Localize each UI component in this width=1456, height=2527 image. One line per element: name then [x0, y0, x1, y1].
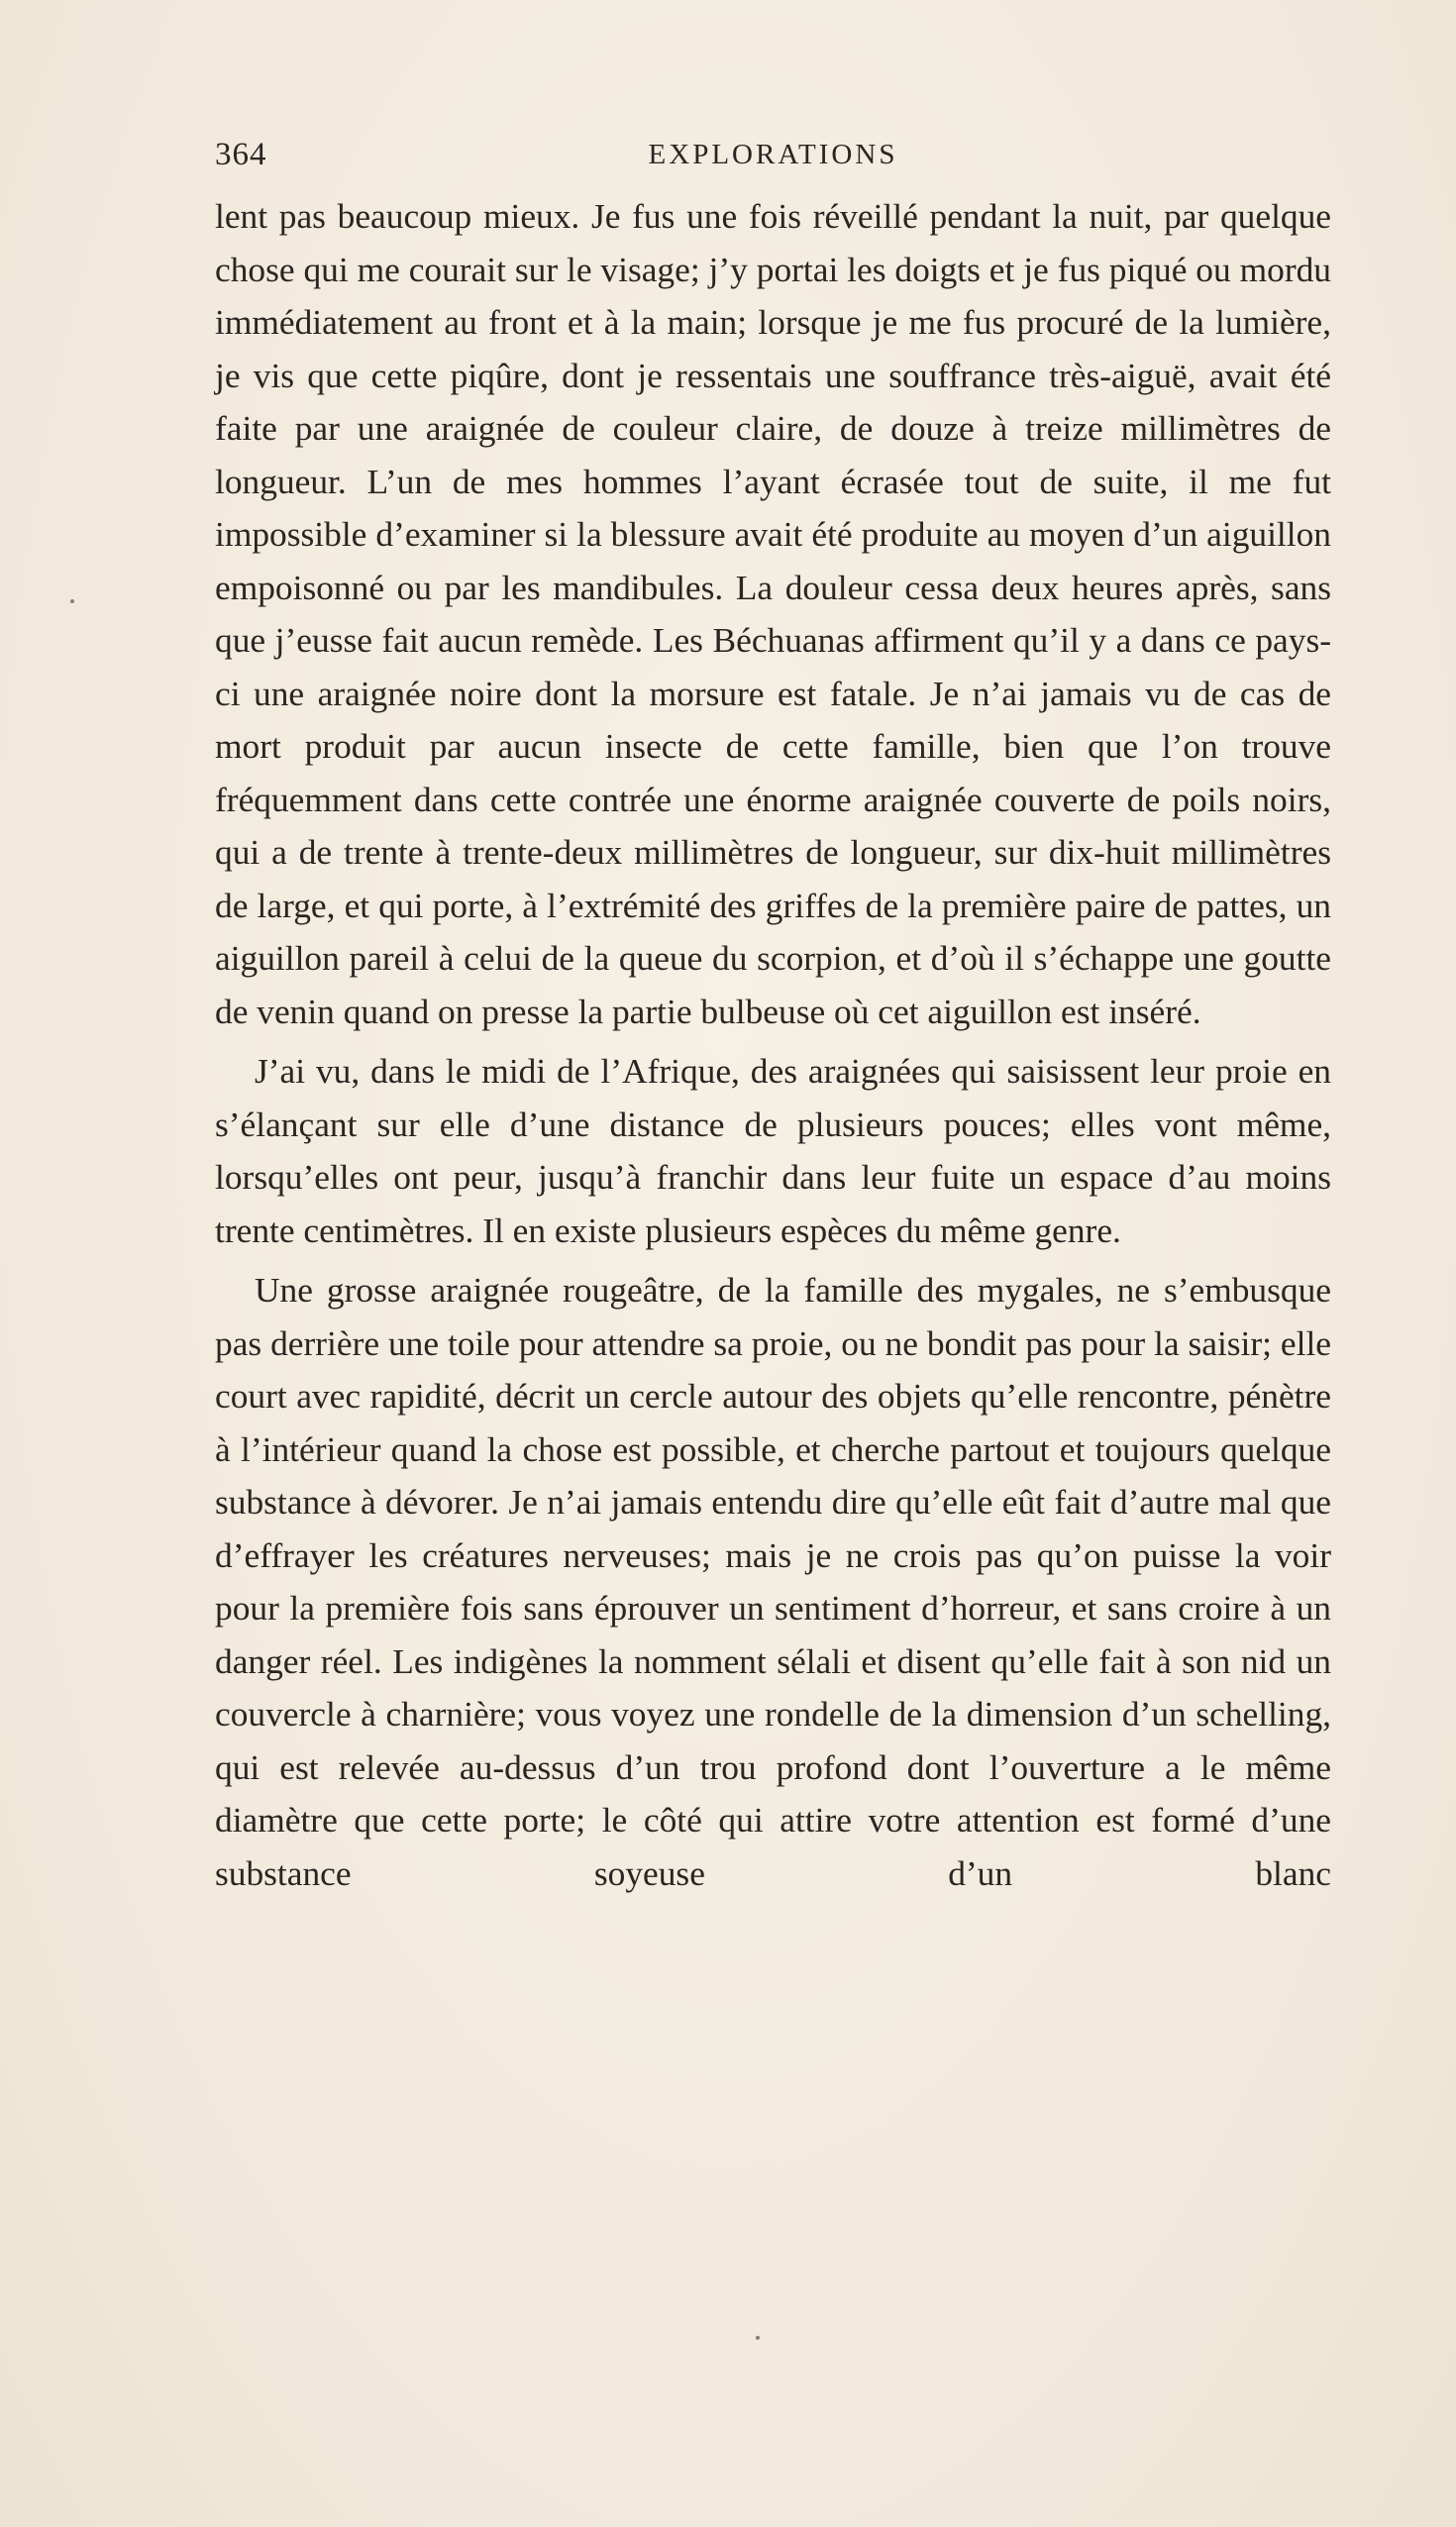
page-number: 364 — [215, 137, 267, 172]
paragraph-3: Une grosse araignée rougeâtre, de la famille des mygales, ne s’embusque pas derrière une toile pour attendre sa proie, ou ne bondit pas pour la saisir; elle court avec rapidité, décrit un cercle autour des objets qu’elle rencontre, pénètre à l’intérieur quand la chose est possible, et cherche partout et toujours quelque substance à dévorer. Je n’ai jamais entendu dire qu’elle eût fait d’autre mal que d’effrayer les créatures nerveuses; mais je ne crois pas qu’on puisse la voir pour la première fois sans éprouver un sentiment d’horreur, et sans croire à un danger réel. Les indigènes la nomment sélali et disent qu’elle fait à son nid un couvercle à charnière; vous voyez une rondelle de la dimension d’un schelling, qui est relevée au-dessus d’un trou profond dont l’ouverture a le même diamètre que cette porte; le côté qui attire votre attention est formé d’une substance soyeuse d’un blanc — [215, 1270, 1331, 1893]
page-header — [215, 137, 1331, 186]
paragraph-1: lent pas beaucoup mieux. Je fus une fois réveillé pendant la nuit, par quelque chose qui me courait sur le visage; j’y portai les doigts et je fus piqué ou mordu immédiatement au front et à la main; lorsque je me fus procuré de la lumière, je vis que cette piqûre, dont je ressentais une souffrance très-aiguë, avait été faite par une araignée de couleur claire, de douze à treize millimètres de longueur. L’un de mes hommes l’ayant écrasée tout de suite, il me fut impossible d’examiner si la blessure avait été produite au moyen d’un aiguillon empoisonné ou par les mandibules. La douleur cessa deux heures après, sans que j’eusse fait aucun remède. Les Béchuanas affirment qu’il y a dans ce pays-ci une araignée noire dont la morsure est fatale. Je n’ai jamais vu de cas de mort produit par aucun insecte de cette famille, bien que l’on trouve fréquemment dans cette contrée une énorme araignée couverte de poils noirs, qui a de trente à trente-deux millimètres de longueur, sur dix-huit millimètres de large, et qui porte, à l’extrémité des griffes de la première paire de pattes, un aiguillon pareil à celui de la queue du scorpion, et d’où il s’échappe une goutte de venin quand on presse la partie bulbeuse où cet aiguillon est inséré. — [215, 196, 1331, 1031]
paragraph-2: J’ai vu, dans le midi de l’Afrique, des araignées qui saisissent leur proie en s’élançant sur elle d’une distance de plusieurs pouces; elles vont même, lorsqu’elles ont peur, jusqu’à franchir dans leur fuite un espace d’au moins trente centimètres. Il en existe plusieurs espèces du même genre. — [215, 1051, 1331, 1250]
paper-speck — [70, 599, 74, 603]
paper-speck — [756, 2336, 760, 2340]
running-head: EXPLORATIONS — [648, 139, 898, 170]
body-text — [215, 190, 1331, 1907]
